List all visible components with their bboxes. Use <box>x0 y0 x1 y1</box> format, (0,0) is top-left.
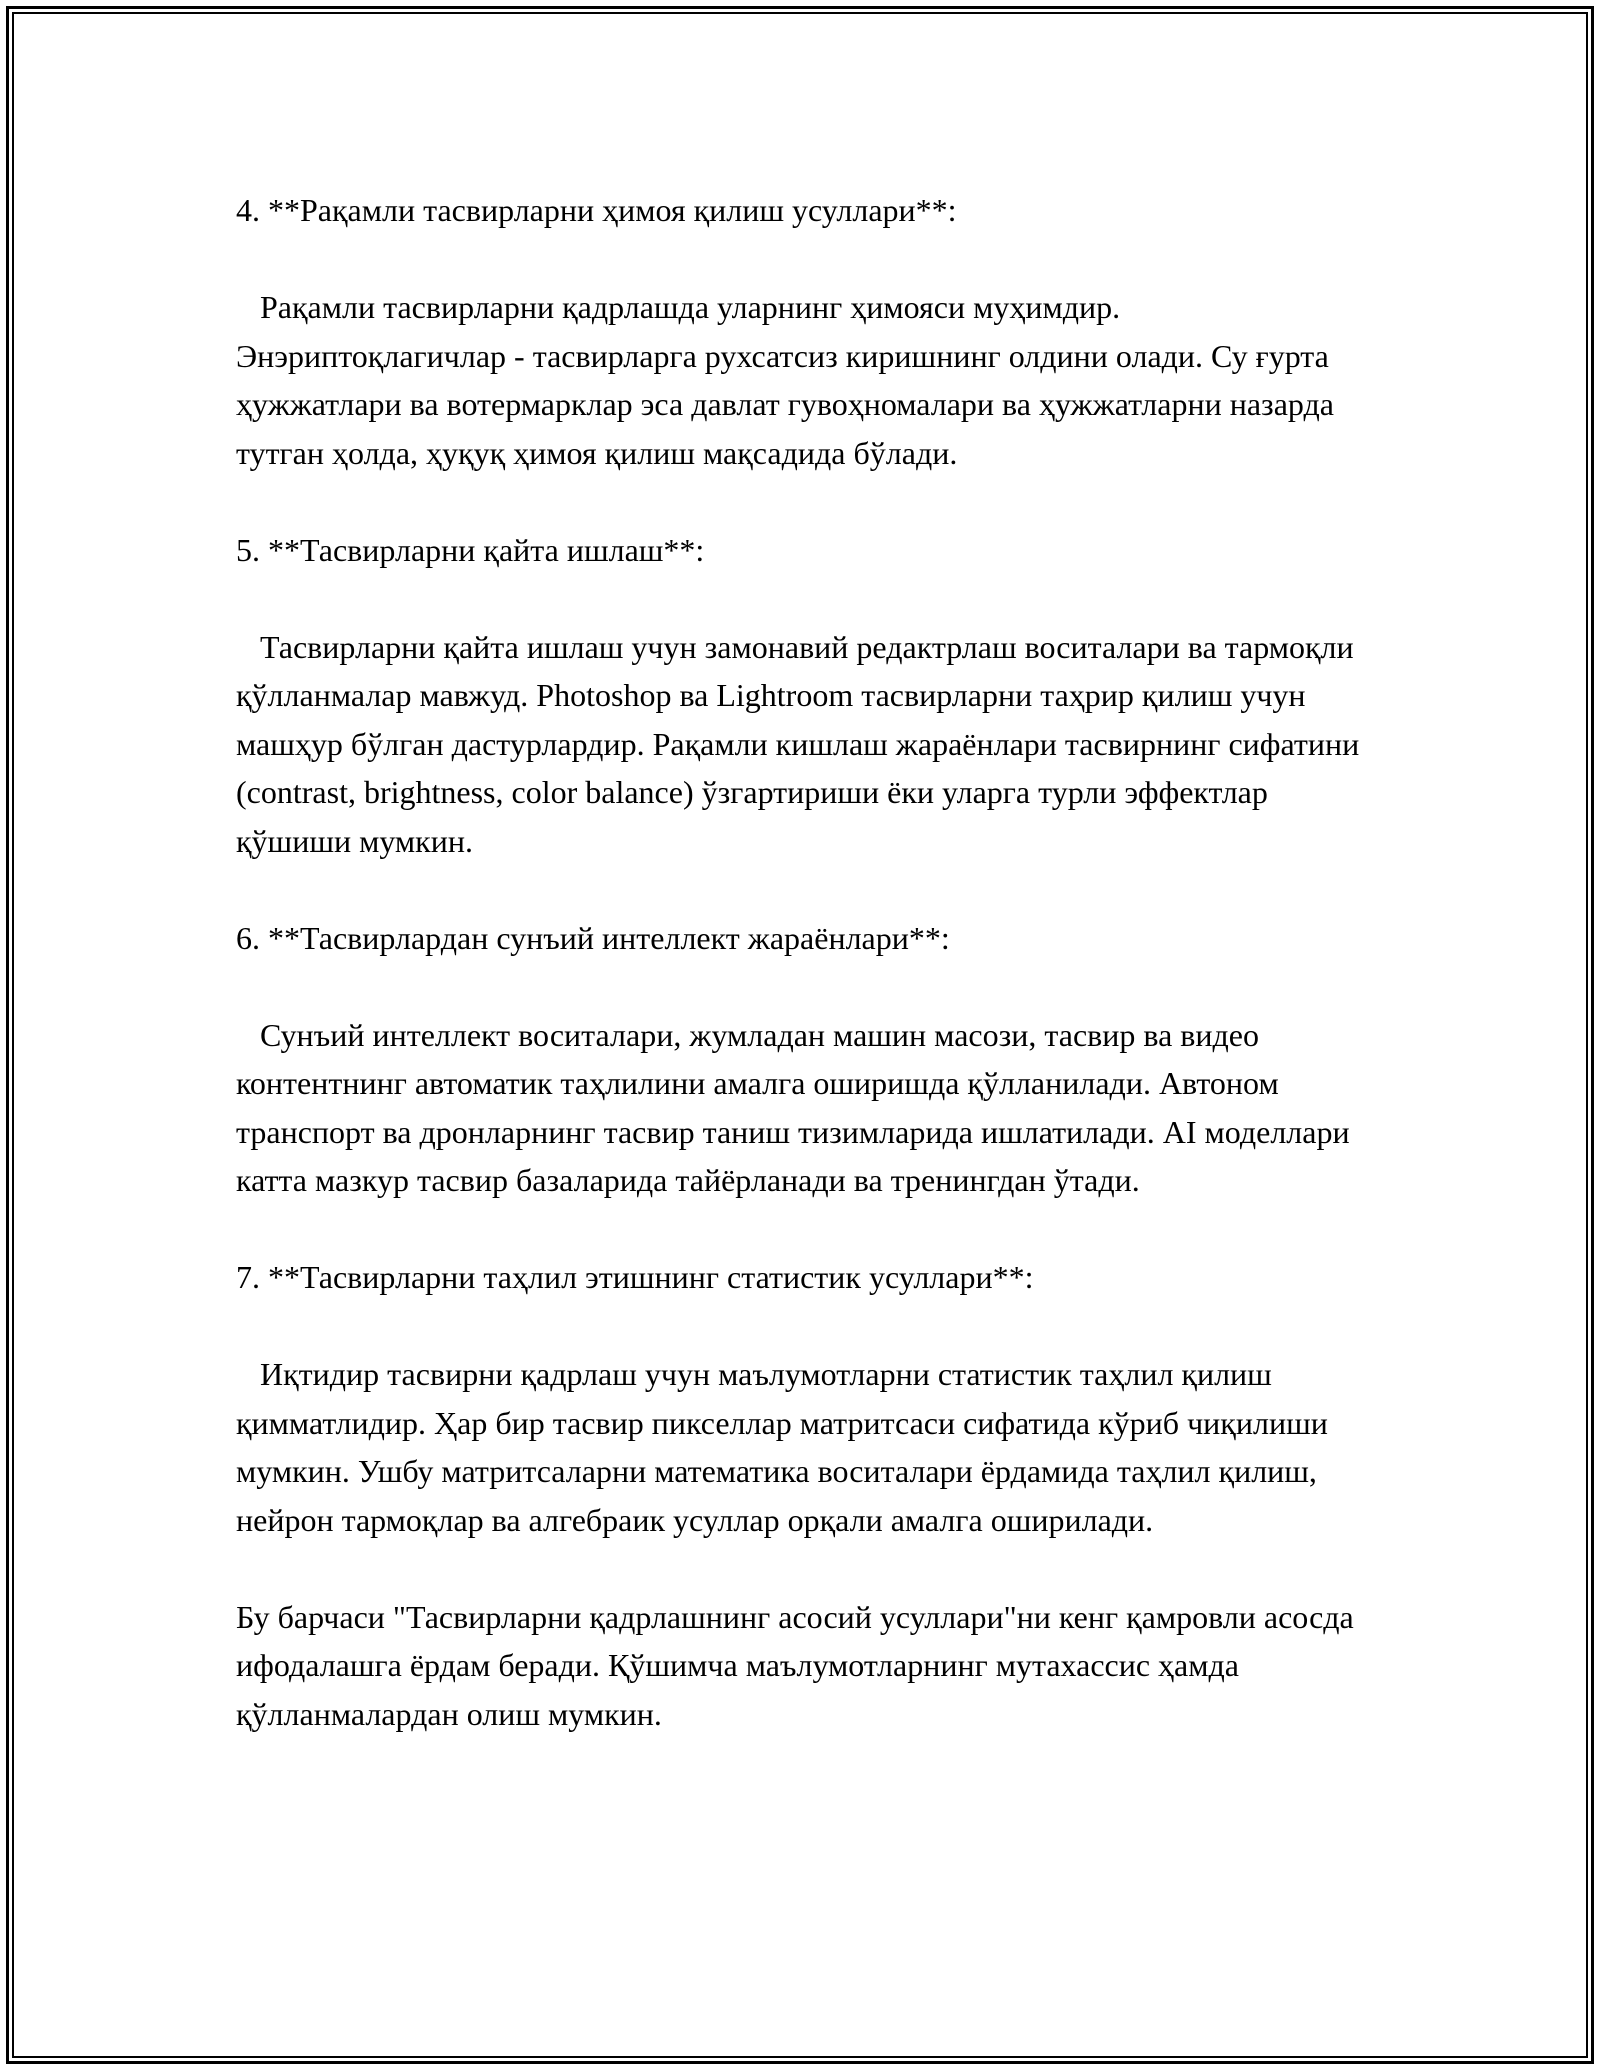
section-paragraph-6: Сунъий интеллект воситалари, жумладан машин масози, тасвир ва видео контентнинг автоматик таҳлилини амалга оширишда қўлланилади. Автоном транспорт ва дронларнинг тасвир таниш тизимларида ишлатилади. AI моделлари катта мазкур тасвир базаларида тайёрланади ва тренингдан ўтади. <box>236 1016 1358 1198</box>
conclusion-paragraph: Бу барчаси "Тасвирларни қадрлашнинг асосий усуллари"ни кенг қамровли асосда ифодалашга ёрдам беради. Қўшимча маълумотларнинг мутахассис ҳамда қўлланмалардан олиш мумкин. <box>236 1598 1362 1732</box>
section-heading-5: 5. **Тасвирларни қайта ишлаш**: <box>236 531 705 568</box>
section-paragraph-4: Рақамли тасвирларни қадрлашда уларнинг ҳимояси муҳимдир. Энэриптоқлагичлар - тасвирларга рухсатсиз киришнинг олдини олади. Су ғурта ҳужжатлари ва вотермарклар эса давлат гувоҳномалари ва ҳужжатларни назарда тутган ҳолда, ҳуқуқ ҳимоя қилиш мақсадида бўлади. <box>236 289 1342 471</box>
section-heading-6: 6. **Тасвирлардан сунъий интеллект жараёнлари**: <box>236 919 950 956</box>
section-heading-7: 7. **Тасвирларни таҳлил этишнинг статистик усуллари**: <box>236 1259 1034 1295</box>
section-paragraph-5: Тасвирларни қайта ишлаш учун замонавий редактрлаш воситалари ва тармоқли қўлланмалар мавжуд. Photoshop ва Lightroom тасвирларни таҳрир қилиш учун машҳур бўлган дастурлардир. Рақамли кишлаш жараёнлари тасвирнинг сифатини (contrast, brightness, color balance) ўзгартириши ёки уларга турли эффектлар қўшиши мумкин. <box>236 628 1368 859</box>
section-paragraph-7: Иқтидир тасвирни қадрлаш учун маълумотларни статистик таҳлил қилиш қимматлидир. Ҳар бир тасвир пикселлар матритсаси сифатида кўриб чиқилиши мумкин. Ушбу матритсаларни математика воситалари ёрдамида таҳлил қилиш, нейрон тармоқлар ва алгебраик усуллар орқали амалга оширилади. <box>236 1356 1336 1538</box>
section-heading-4: 4. **Рақамли тасвирларни ҳимоя қилиш усуллари**: <box>236 192 957 228</box>
document-body <box>236 186 1386 1738</box>
